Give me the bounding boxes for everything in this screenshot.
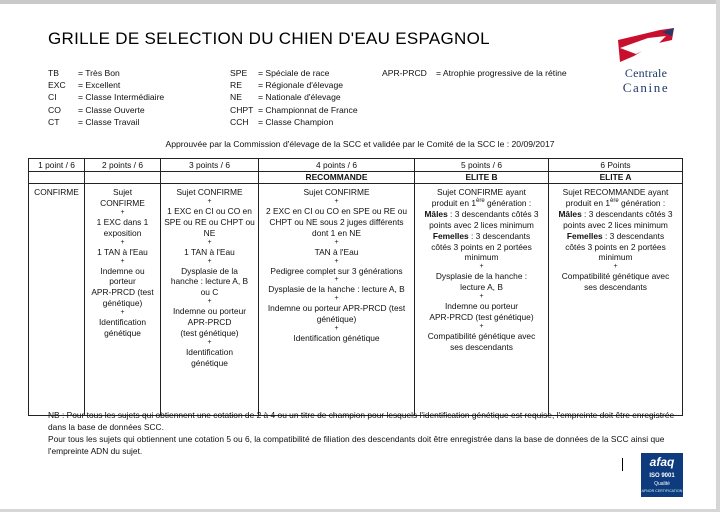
criteria-line: hanche : lecture A, B [170, 276, 249, 287]
afaq-iso: ISO 9001 [649, 473, 675, 479]
criteria-text: génération : [484, 197, 532, 208]
plus-sign: + [334, 325, 339, 333]
legend-abbr: CT [48, 116, 60, 127]
criteria-text: : 3 descendants côtés 3 [447, 208, 539, 219]
criteria-line [551, 209, 680, 220]
plus-sign: + [479, 293, 484, 301]
criteria-4-points [259, 184, 415, 416]
criteria-line: 1 TAN à l'Eau [184, 246, 235, 257]
criteria-line: génétique) [316, 314, 357, 325]
legend-abbr: APR-PRCD [382, 68, 427, 78]
femelles-label: Femelles [432, 230, 469, 241]
subheader-2 [85, 172, 161, 184]
criteria-line [417, 231, 546, 242]
criteria-line: Identification [98, 317, 147, 328]
legend-abbr: NE [230, 92, 242, 103]
header-3-points: 3 points / 6 [161, 159, 259, 172]
legend-text: = Atrophie progressive de la rétine [436, 68, 567, 78]
criteria-line: APR-PRCD (test [91, 287, 154, 298]
plus-sign: + [334, 276, 339, 284]
criteria-line: ses descendants [450, 341, 513, 352]
criteria-line: 2 EXC en CI ou CO en SPE ou RE ou [265, 205, 408, 216]
criteria-line: minimum [598, 252, 633, 263]
plus-sign: + [120, 208, 125, 216]
subheader-elite-b: ELITE B [415, 172, 549, 184]
criteria-line: points avec 2 lices minimum [563, 219, 668, 230]
criteria-text: : 3 descendants côtés 3 [581, 208, 673, 219]
window-top-border [0, 0, 720, 4]
legend-item [230, 116, 358, 128]
criteria-3-points [161, 184, 259, 416]
legend-text: = Classe Ouverte [78, 104, 145, 115]
plus-sign: + [334, 295, 339, 303]
plus-sign: + [334, 197, 339, 205]
criteria-line: dont 1 en NE [312, 227, 361, 238]
approval-statement: Approuvée par la Commission d'élevage de la SCC et validée par le Comité de la SCC le : 20/09/2017 [165, 139, 555, 149]
header-5-points: 5 points / 6 [415, 159, 549, 172]
plus-sign: + [613, 263, 618, 271]
legend-item [48, 67, 164, 79]
subheader-1 [29, 172, 85, 184]
criteria-line: porteur [109, 276, 136, 287]
criteria-line: Dysplasie de la hanche : [435, 271, 528, 282]
note-1: NB : Pour tous les sujets qui obtiennent une cotation de 2 à 4 ou un titre de champion pour lesquels l'identification génétique est requise, l'empreinte doit être enregistrée dans la base de données SCC. [48, 410, 675, 432]
criteria-line: Indemne ou porteur [444, 301, 519, 312]
text-cursor [622, 458, 623, 471]
criteria-line: Dysplasie de la [181, 265, 238, 276]
legend-item [48, 104, 164, 116]
criteria-line: lecture A, B [460, 282, 503, 293]
criteria-line: Identification [185, 346, 234, 357]
header-6-points: 6 Points [549, 159, 683, 172]
legend-abbr: TB [48, 68, 59, 78]
criteria-line: exposition [103, 227, 142, 238]
criteria-text: : 3 descendants [468, 230, 531, 241]
criteria-line: Sujet [112, 187, 133, 197]
legend-abbr: SPE [230, 68, 248, 78]
subheader-row [29, 172, 683, 184]
criteria-line: génétique [104, 328, 141, 339]
criteria-line: Indemne ou [100, 265, 145, 276]
legend-column-2 [230, 67, 358, 128]
superscript: ère [610, 198, 619, 205]
criteria-text: produit en 1 [565, 197, 610, 208]
legend-item [48, 116, 164, 128]
criteria-line: (test génétique) [180, 328, 239, 339]
criteria-2-points [85, 184, 161, 416]
criteria-line: Sujet RECOMMANDE ayant [562, 187, 669, 197]
page-title: GRILLE DE SELECTION DU CHIEN D'EAU ESPAGNOL [48, 29, 490, 48]
criteria-line: Indemne ou porteur APR-PRCD (test [267, 303, 406, 314]
legend-text: = Nationale d'élevage [258, 92, 341, 103]
plus-sign: + [120, 257, 125, 265]
criteria-text: : 3 descendants [602, 230, 665, 241]
criteria-line: côtés 3 points en 2 portées [565, 241, 666, 252]
legend-text: = Classe Champion [258, 116, 334, 127]
criteria-line: côtés 3 points en 2 portées [431, 241, 532, 252]
criteria-line: Sujet CONFIRME ayant [437, 187, 526, 197]
afaq-cert: AFNOR CERTIFICATION [641, 489, 683, 493]
criteria-line [417, 209, 546, 220]
afaq-certification-logo [641, 453, 683, 503]
criteria-line [551, 231, 680, 242]
criteria-line: APR-PRCD (test génétique) [429, 312, 534, 323]
criteria-line: APR-PRCD [187, 317, 232, 328]
subheader-elite-a: ELITE A [549, 172, 683, 184]
dog-head-icon [614, 26, 678, 64]
legend-text: = Très Bon [78, 68, 120, 78]
legend-item [382, 67, 567, 79]
plus-sign: + [120, 309, 125, 317]
plus-sign: + [334, 238, 339, 246]
centrale-canine-logo [606, 26, 686, 96]
legend-item [48, 79, 164, 91]
legend-text: = Classe Travail [78, 116, 140, 127]
criteria-5-points [415, 184, 549, 416]
criteria-line: 1 EXC en CI ou CO en [167, 205, 252, 216]
plus-sign: + [334, 257, 339, 265]
plus-sign: + [207, 338, 212, 346]
criteria-line: Compatibilité génétique avec [427, 330, 536, 341]
afaq-quality: Qualité [654, 481, 670, 487]
criteria-line: Identification génétique [293, 333, 380, 344]
footnotes [48, 410, 688, 458]
header-2-points: 2 points / 6 [85, 159, 161, 172]
plus-sign: + [479, 322, 484, 330]
legend-abbr: CCH [230, 116, 249, 127]
afaq-brand: afaq [649, 455, 675, 469]
legend-column-3 [382, 67, 567, 79]
legend-abbr: CO [48, 104, 61, 115]
plus-sign: + [207, 257, 212, 265]
criteria-1-point [29, 184, 85, 416]
selection-grid-table [28, 158, 683, 416]
legend-item [230, 67, 358, 79]
criteria-row [29, 184, 683, 416]
criteria-line: TAN à l'Eau [314, 246, 359, 257]
criteria-text: produit en 1 [431, 197, 476, 208]
criteria-line: Sujet CONFIRME [176, 187, 243, 197]
header-1-point: 1 point / 6 [29, 159, 85, 172]
criteria-line: Compatibilité génétique avec [561, 271, 670, 282]
criteria-line: ou C [200, 287, 219, 298]
legend-abbr: CHPT [230, 104, 254, 115]
criteria-line: génétique) [102, 298, 143, 309]
males-label: Mâles [558, 208, 582, 219]
criteria-line: points avec 2 lices minimum [429, 219, 534, 230]
criteria-line: ses descendants [584, 282, 647, 293]
criteria-line: CHPT ou NE sous 2 juges différents [269, 216, 404, 227]
subheader-recommande: RECOMMANDE [259, 172, 415, 184]
criteria-line: CONFIRME [34, 187, 79, 197]
logo-text-line2: Canine [622, 80, 670, 95]
males-label: Mâles [424, 208, 448, 219]
legend-text: = Classe Intermédiaire [78, 92, 165, 103]
femelles-label: Femelles [566, 230, 603, 241]
criteria-text: génération : [618, 197, 666, 208]
subheader-3 [161, 172, 259, 184]
legend-text: = Régionale d'élevage [258, 80, 344, 91]
criteria-line [417, 198, 546, 209]
header-4-points: 4 points / 6 [259, 159, 415, 172]
superscript: ère [476, 198, 485, 205]
criteria-line [551, 198, 680, 209]
legend-text: = Spéciale de race [258, 68, 330, 78]
criteria-line: SPE ou RE ou CHPT ou [164, 216, 255, 227]
legend-item [230, 91, 358, 103]
plus-sign: + [207, 238, 212, 246]
criteria-line: minimum [464, 252, 499, 263]
legend-abbr: CI [48, 92, 57, 103]
plus-sign: + [207, 298, 212, 306]
legend-item [230, 104, 358, 116]
criteria-line: 1 EXC dans 1 [96, 216, 149, 227]
legend-item [230, 79, 358, 91]
criteria-line: NE [203, 227, 216, 238]
window-right-border [716, 0, 720, 512]
legend-abbr: RE [230, 80, 242, 91]
legend-text: = Championnat de France [258, 104, 358, 115]
criteria-line: génétique [191, 357, 228, 368]
header-row [29, 159, 683, 172]
criteria-line: CONFIRME [100, 197, 145, 208]
criteria-line: Pedigree complet sur 3 générations [270, 265, 403, 276]
criteria-line: 1 TAN à l'Eau [97, 246, 148, 257]
criteria-6-points [549, 184, 683, 416]
criteria-line: Dysplasie de la hanche : lecture A, B [268, 284, 405, 295]
logo-text-line1: Centrale [624, 66, 668, 80]
note-2: Pour tous les sujets qui obtiennent une cotation 5 ou 6, la compatibilité de filiation des descendants doit être enregistrée dans la base de données de la SCC ainsi que l'empreinte ADN du sujet. [48, 434, 665, 456]
plus-sign: + [120, 238, 125, 246]
plus-sign: + [207, 197, 212, 205]
plus-sign: + [479, 263, 484, 271]
criteria-line: Indemne ou porteur [172, 306, 247, 317]
legend-column-1 [48, 67, 164, 128]
legend-abbr: EXC [48, 80, 66, 91]
criteria-line: Sujet CONFIRME [303, 187, 370, 197]
legend-item [48, 91, 164, 103]
legend-text: = Excellent [78, 80, 121, 91]
